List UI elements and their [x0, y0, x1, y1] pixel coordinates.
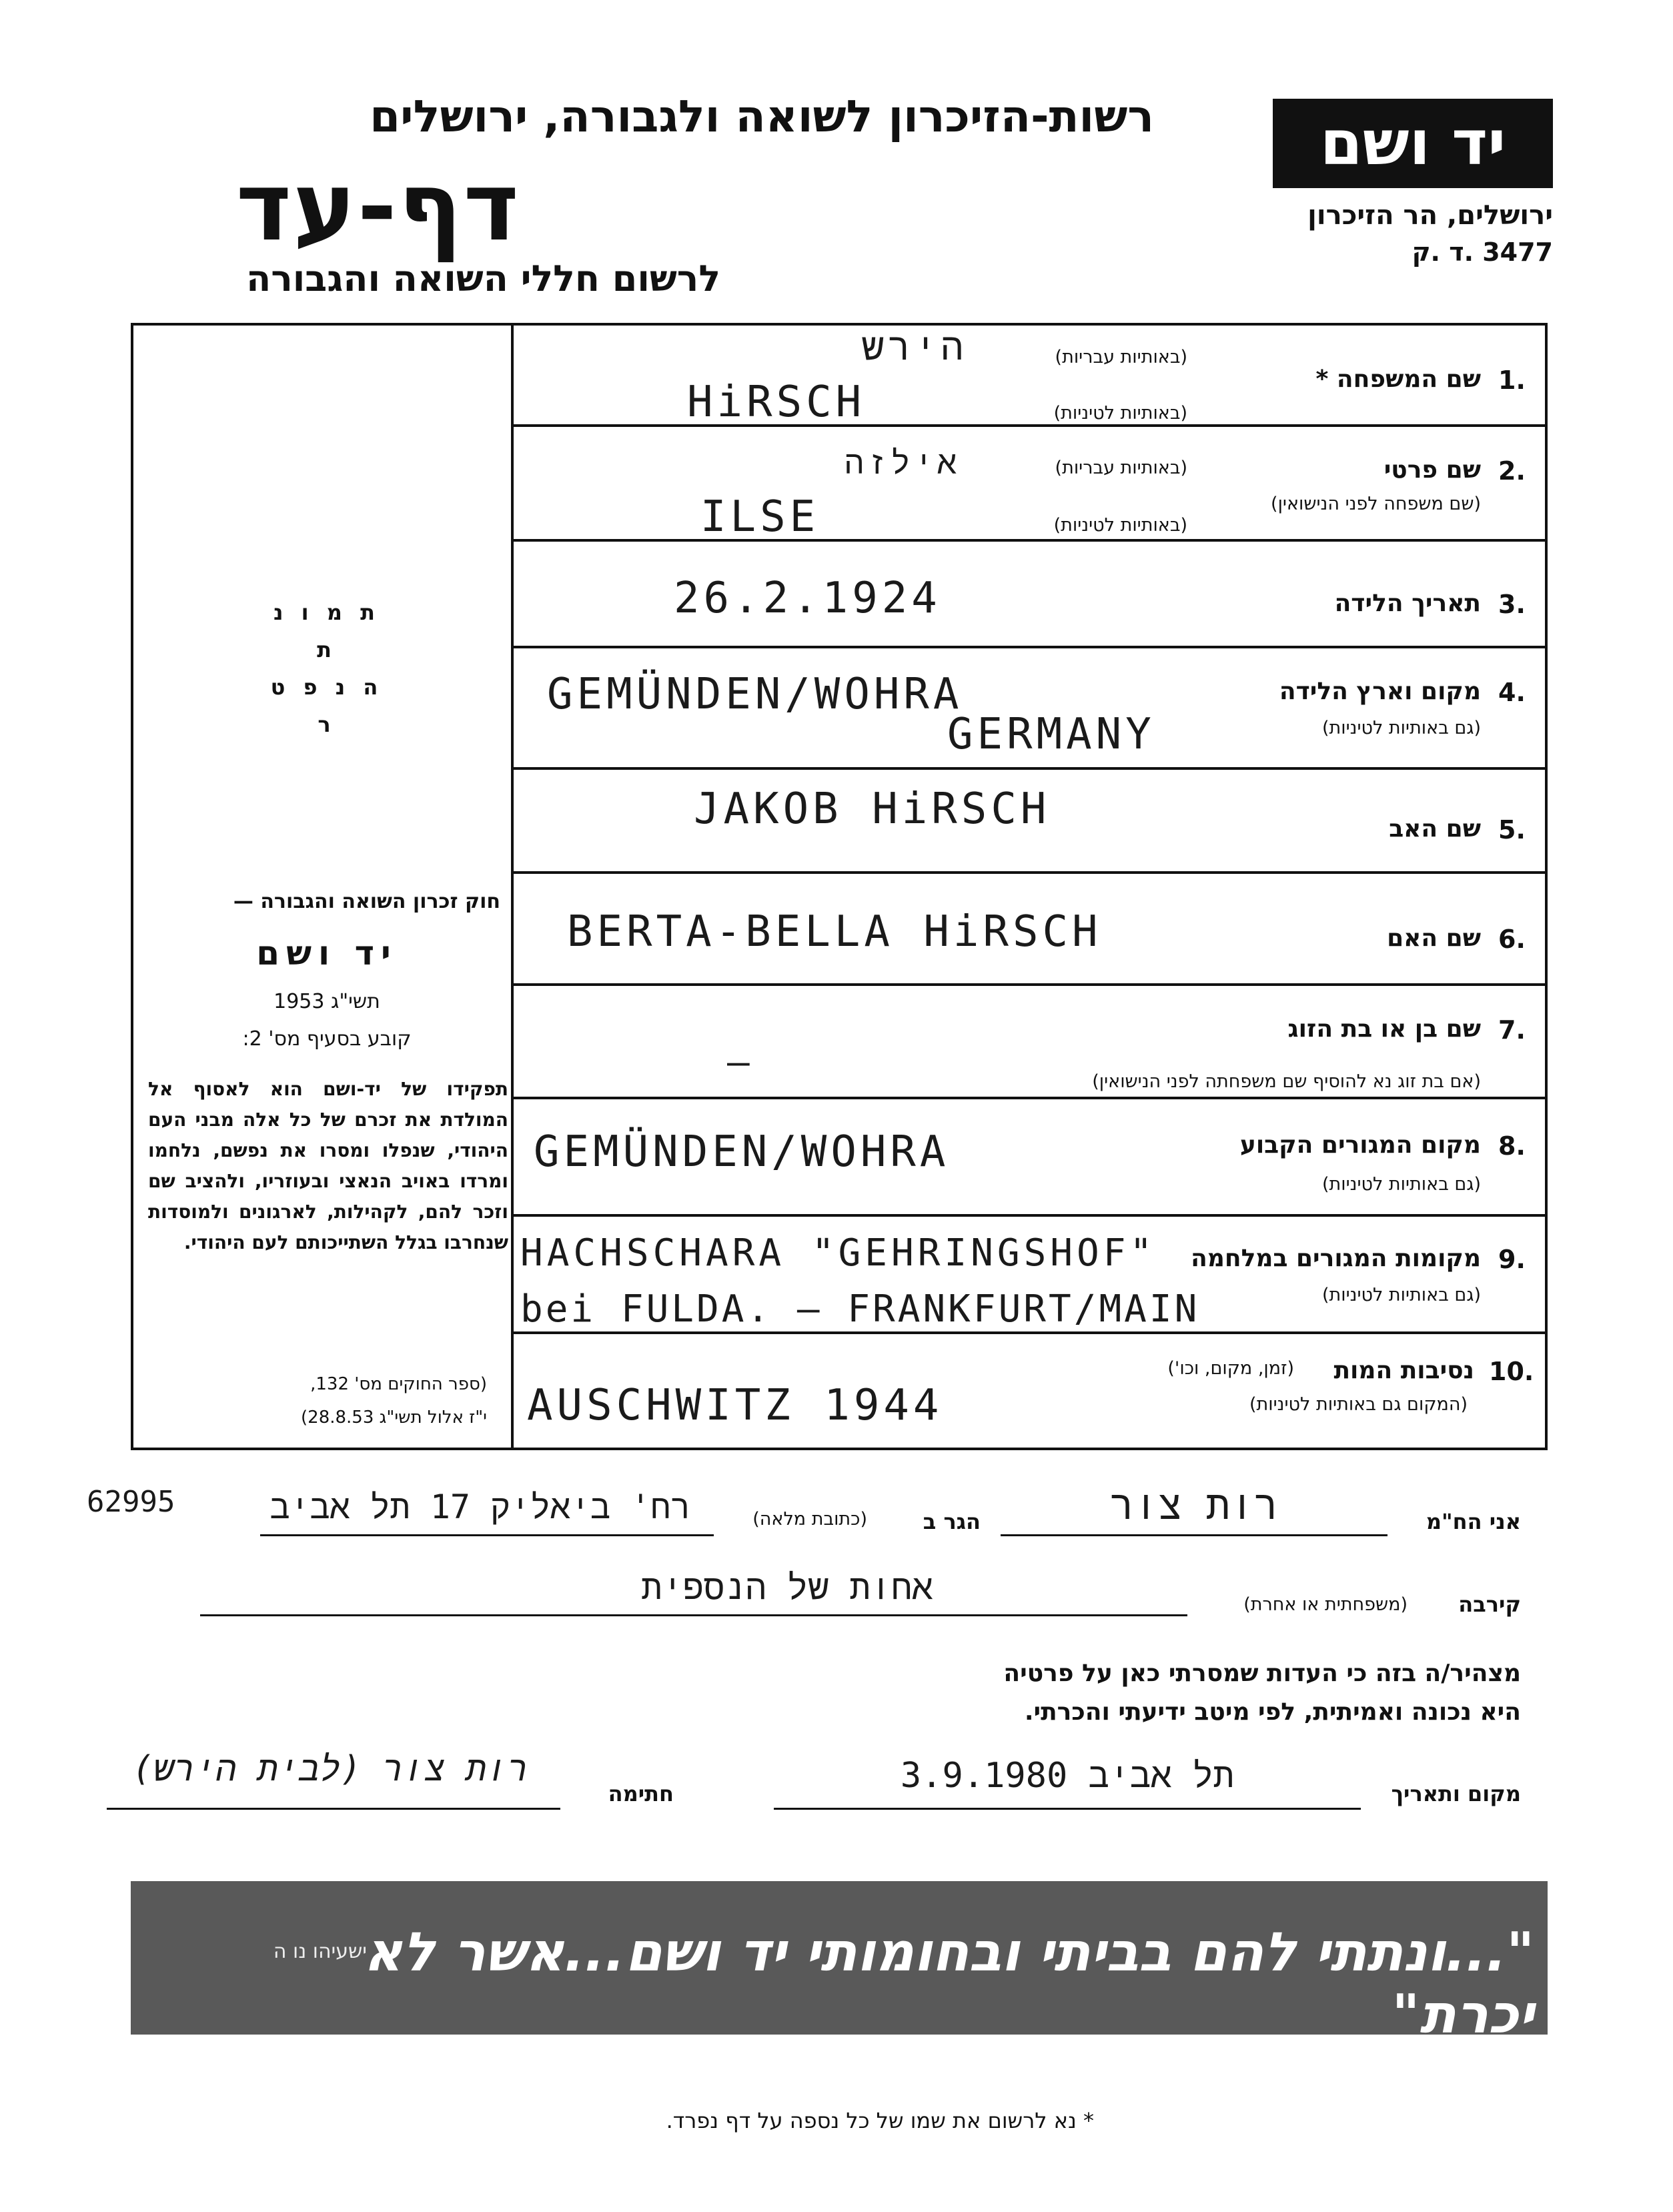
form-subtitle: לרשום חללי השואה והגבורה: [246, 257, 720, 300]
resident-label: הגר ב: [923, 1509, 981, 1534]
row-3-value[interactable]: 26.2.1924: [674, 574, 941, 623]
banner-reference: ישעיהו נו ה: [273, 1940, 367, 1963]
law-name: יד ושם: [256, 934, 398, 973]
row-2-hint-hebrew: (באותיות עבריות): [1055, 458, 1187, 478]
footnote: * נא לרשום את שמו של כל נספה על דף נפרד.: [666, 2108, 1094, 2133]
row-6-label: שם האם: [1387, 925, 1481, 952]
i-label: אני הח"מ: [1426, 1509, 1521, 1534]
relation-hint: (משפחתית או אחרת): [1243, 1594, 1408, 1615]
row-1-label: שם המשפחה *: [1315, 366, 1481, 393]
row-2-sub: (שם משפחה לפני הנישואין): [1271, 494, 1481, 514]
row-10-value[interactable]: AUSCHWITZ 1944: [527, 1381, 943, 1430]
row-4-sub: (גם באותיות לטיניות): [1321, 718, 1481, 738]
photo-label-line1: ת מ ו נ ת: [273, 600, 380, 662]
row-9-sub: (גם באותיות לטיניות): [1321, 1285, 1481, 1305]
row-10-label: נסיבות המות: [1333, 1357, 1474, 1384]
address-value[interactable]: רח' ביאליק 17 תל אביב: [269, 1488, 691, 1526]
row-9-label: מקומות המגורים במלחמה: [1191, 1245, 1481, 1272]
row-divider: [514, 646, 1548, 648]
row-1-hint-latin: (באותיות לטיניות): [1053, 403, 1187, 424]
signature-value[interactable]: רות צור (לבית הירש): [132, 1749, 528, 1789]
row-5-value[interactable]: JAKOB HiRSCH: [694, 784, 1051, 834]
signature-underline: [107, 1808, 560, 1810]
row-8-value[interactable]: GEMÜNDEN/WOHRA: [534, 1127, 950, 1177]
row-6-value[interactable]: BERTA-BELLA HiRSCH: [567, 907, 1102, 957]
row-2-number: 2.: [1498, 456, 1526, 486]
row-9-value-line1[interactable]: HACHSCHARA "GEHRINGSHOF": [520, 1231, 1157, 1275]
row-divider: [514, 1097, 1548, 1099]
row-divider: [514, 767, 1548, 770]
row-divider: [514, 871, 1548, 874]
row-10-number: 10.: [1489, 1357, 1534, 1386]
law-clause: קובע בסעיף מס' 2:: [242, 1027, 412, 1051]
photo-label: [267, 594, 387, 743]
address-underline: [260, 1534, 714, 1536]
row-7-value[interactable]: —: [727, 1041, 754, 1084]
relation-value[interactable]: אחות של הנספית: [641, 1568, 933, 1608]
row-9-number: 9.: [1498, 1245, 1526, 1274]
row-8-label: מקום המגורים הקבוע: [1239, 1131, 1481, 1159]
row-divider: [514, 1331, 1548, 1334]
row-1-value-hebrew[interactable]: הירש: [861, 326, 967, 369]
row-3-label: תאריך הלידה: [1334, 590, 1481, 617]
file-number: 3477 .ד .ק: [1412, 237, 1553, 267]
margin-number: 62995: [87, 1485, 175, 1519]
row-4-label: מקום וארץ הלידה: [1279, 678, 1481, 705]
place-date-value[interactable]: תל אביב 3.9.1980: [900, 1756, 1235, 1796]
row-2-value-hebrew[interactable]: אילזה: [844, 444, 961, 482]
law-year: תשי"ג 1953: [273, 990, 380, 1013]
declaration-line2: היא נכונה ואמיתית, לפי מיטב ידיעתי והכרתי.: [1024, 1698, 1521, 1726]
relation-label: קירבה: [1458, 1592, 1521, 1617]
row-7-label: שם בן או בת הזוג: [1287, 1015, 1481, 1043]
signature-label: חתימה: [608, 1781, 674, 1806]
row-1-number: 1.: [1498, 366, 1526, 395]
law-source-line2: י"ז אלול תשי"ג 28.8.53): [301, 1408, 487, 1428]
declaration-statement: [667, 1654, 1521, 1732]
row-8-number: 8.: [1498, 1131, 1526, 1161]
address-hint: (כתובת מלאה): [752, 1509, 867, 1530]
law-title: חוק זכרון השואה והגבורה —: [233, 890, 500, 913]
law-source-line1: (ספר החוקים מס' 132,: [310, 1374, 487, 1394]
row-divider: [514, 539, 1548, 542]
row-10-label-hint: (זמן, מקום, וכו'): [1167, 1358, 1294, 1379]
row-2-label: שם פרטי: [1383, 456, 1481, 484]
row-10-sub: (המקום גם באותיות לטיניות): [1249, 1394, 1468, 1415]
row-4-number: 4.: [1498, 678, 1526, 707]
photo-label-line2: ה נ פ ט ר: [270, 674, 384, 737]
row-8-sub: (גם באותיות לטיניות): [1321, 1174, 1481, 1195]
row-6-number: 6.: [1498, 925, 1526, 954]
row-3-number: 3.: [1498, 590, 1526, 619]
row-7-sub: (אם בת זוג נא להוסיף שם משפחתה לפני הנישואין): [1092, 1071, 1481, 1092]
row-1-value-latin[interactable]: HiRSCH: [687, 378, 866, 427]
row-7-number: 7.: [1498, 1015, 1526, 1045]
name-underline: [1001, 1534, 1387, 1536]
testimony-table: [131, 323, 1548, 1450]
row-2-value-latin[interactable]: ILSE: [700, 492, 820, 542]
row-divider: [514, 1214, 1548, 1217]
row-5-number: 5.: [1498, 815, 1526, 845]
row-4-value-line2[interactable]: GERMANY: [947, 710, 1155, 759]
relation-underline: [200, 1614, 1187, 1616]
yad-vashem-logo: יד ושם: [1273, 99, 1553, 188]
row-2-hint-latin: (באותיות לטיניות): [1053, 515, 1187, 536]
form-title: דף-עד: [235, 152, 520, 262]
law-text: תפקידו של יד-ושם הוא לאסוף אל המולדת את זכרם של כל אלה מבני העם היהודי, שנפלו ומסרו את נפשם, נלחמו ומרדו באויב הנאצי ובעוזריו, ולהציב שם וזכר להם, לקהילות, לארגונים ולמוסדות שנחרבו בגלל השתייכותם לעם היהודי.: [148, 1078, 508, 1253]
column-divider: [511, 323, 514, 1450]
authority-name: רשות-הזיכרון לשואה ולגבורה, ירושלים: [370, 91, 1154, 142]
row-divider: [514, 983, 1548, 986]
row-5-label: שם האב: [1389, 815, 1481, 843]
row-divider: [514, 424, 1548, 427]
place-date-label: מקום ותאריך: [1391, 1781, 1521, 1806]
place-date-underline: [774, 1808, 1361, 1810]
row-9-value-line2[interactable]: bei FULDA. — FRANKFURT/MAIN: [520, 1287, 1200, 1331]
declarant-name[interactable]: רות צור: [1109, 1482, 1279, 1529]
logo-location: ירושלים, הר הזיכרון: [1307, 200, 1553, 231]
banner-quote: "...ונתתי להם בביתי ובחומותי יד ושם...אשר לא יכרת": [364, 1921, 1534, 2045]
row-4-value-line1[interactable]: GEMÜNDEN/WOHRA: [547, 670, 963, 719]
declaration-line1: מצהיר/ה בזה כי העדות שמסרתי כאן על פרטיה: [1003, 1660, 1521, 1687]
row-1-hint-hebrew: (באותיות עבריות): [1055, 347, 1187, 368]
